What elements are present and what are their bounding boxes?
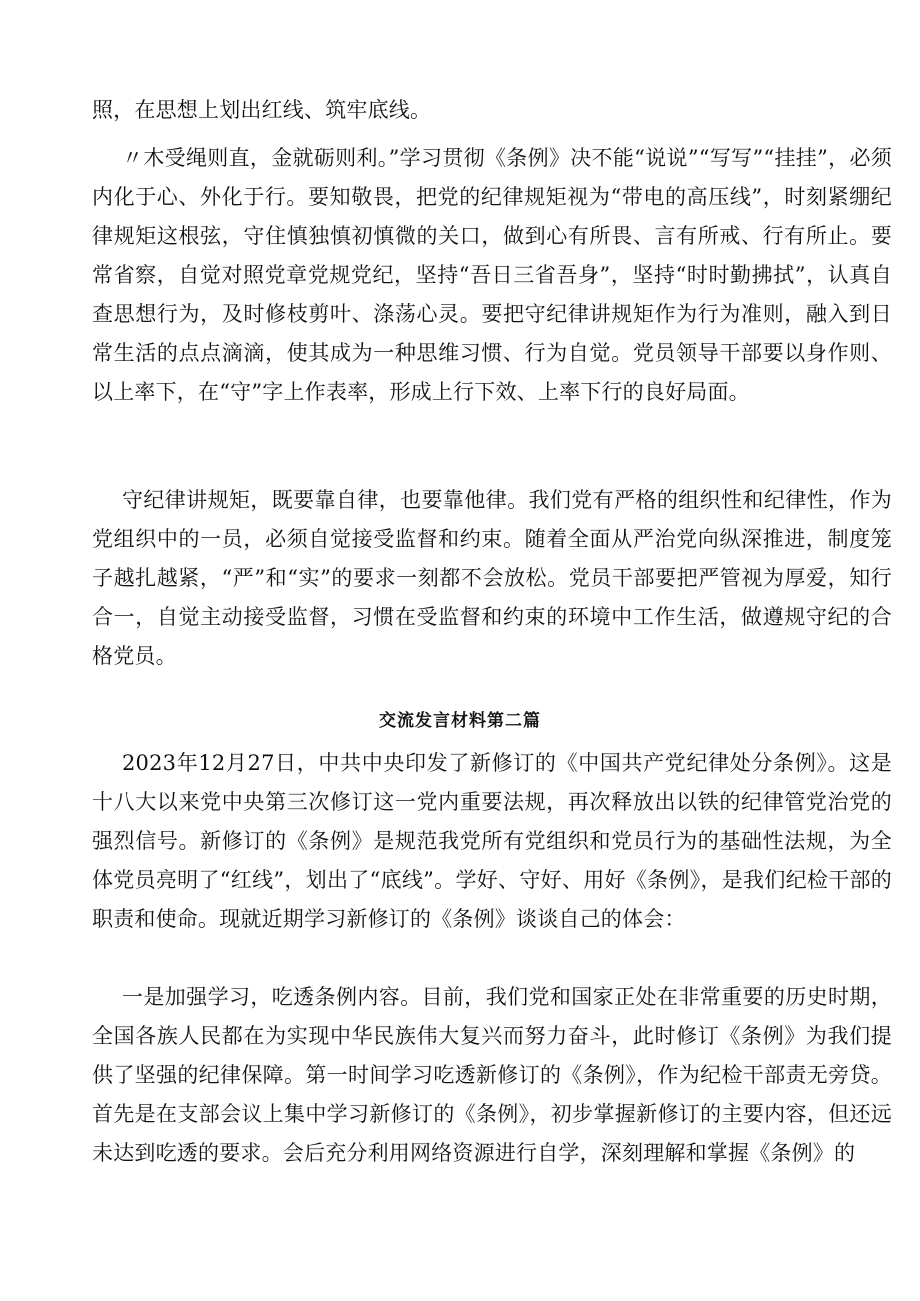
paragraph-self-discipline: 守纪律讲规矩，既要靠自律，也要靠他律。我们党有严格的组织性和纪律性，作为党组织中的一员，必须自觉接受监督和约束。随着全面从严治党向纵深推进，制度笼子越扎越紧，“严”和“实”的要求一刻都不会放松。党员干部要把严管视为厚爱，知行合一，自觉主动接受监督，习惯在受监督和约束的环境中工作生活，做遵规守纪的合格党员。 (92, 488, 892, 668)
paragraph-discipline-awe: 〃木受绳则直，金就砺则利。”学习贯彻《条例》决不能“说说”“写写”“挂挂”，必须内化于心、外化于行。要知敬畏，把党的纪律规矩视为“带电的高压线”，时刻紧绷纪律规矩这根弦，守住慎独慎初慎微的关口，做到心有所畏、言有所戒、行有所止。要常省察，自觉对照党章党规党纪，坚持“吾日三省吾身”，坚持“时时勤拂拭”，认真自查思想行为，及时修枝剪叶、涤荡心灵。要把守纪律讲规矩作为行为准则，融入到日常生活的点点滴滴，使其成为一种思维习惯、行为自觉。党员领导干部要以身作则、以上率下，在“守”字上作表率，形成上行下效、上率下行的良好局面。 (92, 146, 892, 404)
paragraph-study-regulation: 一是加强学习，吃透条例内容。目前，我们党和国家正处在非常重要的历史时期，全国各族人民都在为实现中华民族伟大复兴而努力奋斗，此时修订《条例》为我们提供了坚强的纪律保障。第一时间学习吃透新修订的《条例》，作为纪检干部责无旁贷。首先是在支部会议上集中学习新修订的《条例》，初步掌握新修订的主要内容，但还远未达到吃透的要求。会后充分利用网络资源进行自学，深刻理解和掌握《条例》的 (92, 985, 892, 1165)
paragraph-continuation: 照，在思想上划出红线、筑牢底线。 (92, 98, 432, 122)
paragraph-regulation-intro: 2023年12月27日，中共中央印发了新修订的《中国共产党纪律处分条例》。这是十八大以来党中央第三次修订这一党内重要法规，再次释放出以铁的纪律管党治党的强烈信号。新修订的《条例》是规范我党所有党组织和党员行为的基础性法规，为全体党员亮明了“红线”，划出了“底线”。学好、守好、用好《条例》，是我们纪检干部的职责和使命。现就近期学习新修订的《条例》谈谈自己的体会： (92, 751, 892, 931)
section-heading: 交流发言材料第二篇 (379, 711, 541, 731)
